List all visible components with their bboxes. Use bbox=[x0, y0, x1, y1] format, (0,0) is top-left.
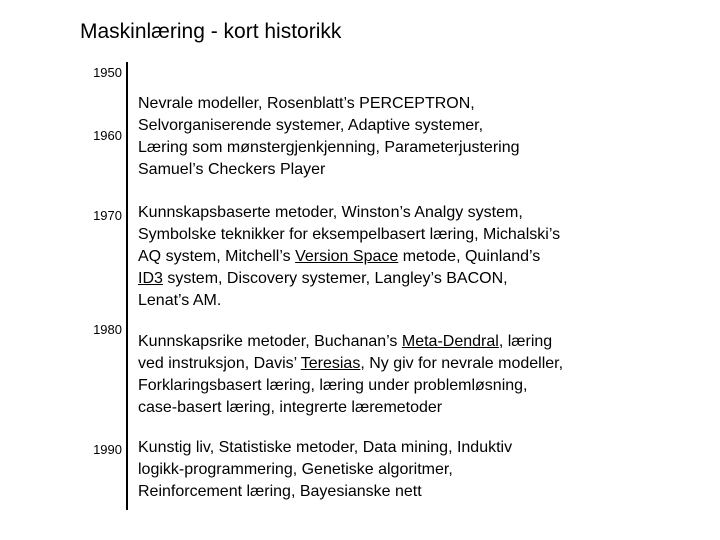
entry-text: Kunnskapsrike metoder, Buchanan’s bbox=[138, 333, 402, 350]
entry-1960-line: Samuel’s Checkers Player bbox=[138, 161, 326, 178]
entry-text: , læring bbox=[498, 333, 553, 350]
entry-1960-line: Selvorganiserende systemer, Adaptive systemer, bbox=[138, 117, 484, 134]
year-label-1990: 1990 bbox=[93, 442, 122, 457]
timeline-axis bbox=[126, 62, 128, 510]
entry-1980-line bbox=[138, 353, 563, 375]
entry-1990-line: logikk-programmering, Genetiske algoritmer, bbox=[138, 461, 453, 478]
entry-text: metode, Quinland’s bbox=[398, 248, 541, 265]
entry-1970-line bbox=[138, 268, 560, 290]
version-space-link[interactable]: Version Space bbox=[295, 248, 399, 265]
entry-1980-line: Forklaringsbasert læring, læring under problemløsning, bbox=[138, 377, 528, 394]
entry-1960-line: Læring som mønstergjenkjenning, Parameterjustering bbox=[138, 139, 520, 156]
year-label-1970: 1970 bbox=[93, 208, 122, 223]
entry-1960-line: Nevrale modeller, Rosenblatt’s PERCEPTRON, bbox=[138, 95, 475, 112]
teresias-link[interactable]: Teresias bbox=[300, 355, 361, 372]
entry-1980-line bbox=[138, 331, 563, 353]
entry-text: AQ system, Mitchell’s bbox=[138, 248, 296, 265]
id3-link[interactable]: ID3 bbox=[138, 270, 163, 287]
meta-dendral-link[interactable]: Meta-Dendral bbox=[401, 333, 499, 350]
entry-1970-line bbox=[138, 246, 560, 268]
entry-text: system, Discovery systemer, Langley’s BACON, bbox=[162, 270, 508, 287]
entry-1970-line: Lenat’s AM. bbox=[138, 292, 222, 309]
entry-1990-line: Kunstig liv, Statistiske metoder, Data mining, Induktiv bbox=[138, 439, 513, 456]
entry-1980-line: case-basert læring, integrerte læremetoder bbox=[138, 399, 443, 416]
entry-1970 bbox=[138, 202, 560, 312]
entry-1960 bbox=[138, 93, 520, 181]
year-label-1950: 1950 bbox=[93, 65, 122, 80]
entry-1990-line: Reinforcement læring, Bayesianske nett bbox=[138, 483, 422, 500]
entry-1970-line: Symbolske teknikker for eksempelbasert læring, Michalski’s bbox=[138, 226, 561, 243]
entry-1980 bbox=[138, 331, 563, 419]
entry-text: , Ny giv for nevrale modeller, bbox=[360, 355, 564, 372]
entry-1990 bbox=[138, 437, 512, 503]
page-title: Maskinlæring - kort historikk bbox=[80, 20, 342, 43]
year-label-1980: 1980 bbox=[93, 322, 122, 337]
entry-text: ved instruksjon, Davis’ bbox=[138, 355, 301, 372]
entry-1970-line: Kunnskapsbaserte metoder, Winston’s Analgy system, bbox=[138, 204, 523, 221]
year-label-1960: 1960 bbox=[93, 128, 122, 143]
